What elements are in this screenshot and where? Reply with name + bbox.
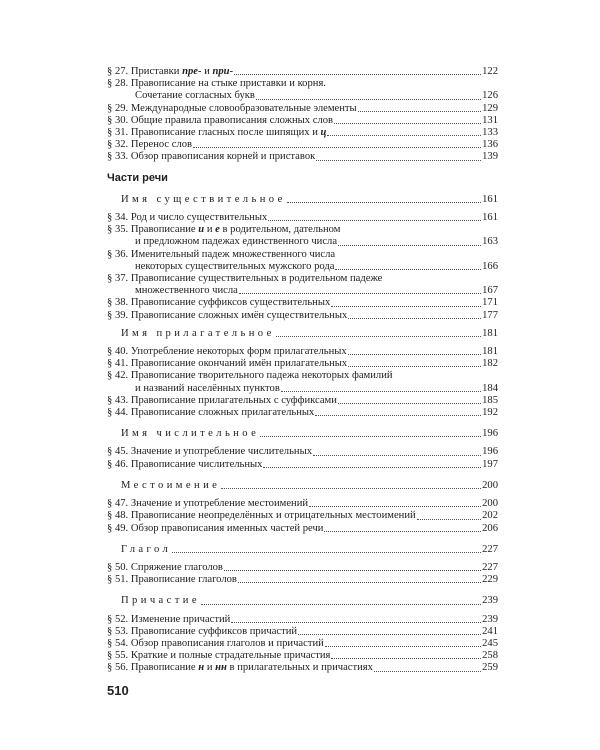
toc-entry-35-cont[interactable] (107, 236, 498, 248)
section-title: Части речи (107, 171, 168, 184)
toc-entry-28-cont[interactable] (107, 90, 498, 102)
entry-page: 181 (482, 346, 498, 358)
entry-page: 167 (482, 285, 498, 297)
toc-entry-41[interactable] (107, 358, 498, 370)
entry-number: § 45. (107, 446, 129, 458)
leader-dots (325, 646, 481, 647)
entry-page: 196 (482, 446, 498, 458)
leader-dots (334, 123, 481, 124)
entry-number: § 47. (107, 498, 129, 510)
entry-page: 133 (482, 127, 498, 139)
entry-title: Изменение причастий (130, 613, 231, 625)
toc-entry-27[interactable] (107, 66, 498, 78)
leader-dots (268, 220, 481, 221)
toc-entry-32[interactable] (107, 139, 498, 151)
toc-entry-38[interactable] (107, 297, 498, 309)
toc-entry-37[interactable] (107, 273, 498, 285)
entry-number: § 39. (107, 309, 129, 321)
toc-entry-48[interactable] (107, 510, 498, 522)
toc-entry-42-cont[interactable] (107, 383, 498, 395)
subsection-title: Причастие (121, 595, 200, 607)
toc-entry-31[interactable] (107, 127, 498, 139)
entry-number: § 53. (107, 625, 129, 637)
toc-entry-28[interactable] (107, 78, 498, 90)
entry-title: Приставки пре- и при- (130, 66, 234, 77)
leader-dots (324, 531, 481, 532)
leader-dots (327, 135, 481, 136)
entry-page: 259 (482, 662, 498, 674)
toc-entry-53[interactable] (107, 626, 498, 638)
subsection-noun[interactable] (107, 194, 498, 206)
entry-number: § 48. (107, 510, 129, 522)
leader-dots (348, 354, 481, 355)
entry-title: Род и число существительных (130, 212, 268, 224)
toc-entry-35[interactable] (107, 224, 498, 236)
entry-page: 200 (482, 479, 498, 491)
leader-dots (298, 634, 481, 635)
entry-title: Именительный падеж множественного числа (130, 248, 336, 260)
entry-title: Правописание прилагательных с суффиксами (130, 394, 337, 406)
subsection-verb[interactable] (107, 544, 498, 556)
subsection-adjective[interactable] (107, 328, 498, 340)
leader-dots (338, 245, 481, 246)
leader-dots (348, 366, 481, 367)
subsection-title: Глагол (121, 543, 172, 555)
entry-title-cont: некоторых существительных мужского рода (135, 260, 335, 272)
entry-title-cont: и названий населённых пунктов (135, 382, 280, 394)
entry-number: § 51. (107, 574, 129, 586)
toc-entry-54[interactable] (107, 638, 498, 650)
toc-entry-36-cont[interactable] (107, 261, 498, 273)
leader-dots (331, 658, 481, 659)
entry-number: § 28. (107, 78, 129, 90)
leader-dots (193, 147, 481, 148)
entry-page: 161 (482, 193, 498, 205)
entry-title: Обзор правописания корней и приставок (130, 151, 316, 163)
toc-entry-44[interactable] (107, 407, 498, 419)
entry-number: § 52. (107, 613, 129, 625)
entry-page: 166 (482, 260, 498, 272)
toc-entry-34[interactable] (107, 212, 498, 224)
entry-title: Обзор правописания именных частей речи (130, 522, 324, 534)
entry-title: Правописание и и е в родительном, дательном (130, 224, 341, 236)
entry-number: § 37. (107, 273, 129, 285)
entry-page: 122 (482, 66, 498, 77)
toc-entry-55[interactable] (107, 650, 498, 662)
entry-title: Правописание суффиксов существительных (130, 297, 331, 309)
entry-page: 171 (482, 297, 498, 309)
entry-title: Употребление некоторых форм прилагательных (130, 346, 347, 358)
entry-page: 136 (482, 139, 498, 151)
entry-number: § 41. (107, 358, 129, 370)
leader-dots (348, 318, 481, 319)
entry-number: § 31. (107, 127, 129, 139)
entry-number: § 29. (107, 102, 129, 114)
entry-number: § 56. (107, 662, 129, 674)
leader-dots (276, 336, 481, 337)
entry-number: § 46. (107, 458, 129, 470)
entry-number: § 30. (107, 114, 129, 126)
entry-page: 239 (482, 595, 498, 607)
subsection-numeral[interactable] (107, 428, 498, 440)
entry-title-cont: множественного числа (135, 285, 238, 297)
entry-page: 129 (482, 102, 498, 114)
leader-dots (313, 455, 481, 456)
entry-title: Правописание сложных прилагательных (130, 407, 315, 419)
entry-title: Правописание числительных (130, 458, 263, 470)
toc-entry-52[interactable] (107, 614, 498, 626)
entry-page: 131 (482, 114, 498, 126)
leader-dots (281, 391, 481, 392)
entry-number: § 32. (107, 139, 129, 151)
entry-number: § 49. (107, 522, 129, 534)
entry-page: 181 (482, 327, 498, 339)
toc-entry-37-cont[interactable] (107, 285, 498, 297)
leader-dots (335, 269, 481, 270)
entry-page: 197 (482, 458, 498, 470)
entry-title: Правописание существительных в родительном падеже (130, 273, 383, 285)
entry-page: 245 (482, 637, 498, 649)
toc-entry-51[interactable] (107, 574, 498, 586)
entry-title: Правописание сложных имён существительных (130, 309, 348, 321)
entry-title: Правописание на стыке приставки и корня. (130, 78, 326, 90)
page-number: 510 (107, 683, 129, 698)
entry-page: 161 (482, 212, 498, 224)
subsection-participle[interactable] (107, 595, 498, 607)
entry-page: 229 (482, 574, 498, 586)
entry-title: Правописание гласных после шипящих и ц (130, 127, 327, 139)
leader-dots (224, 570, 481, 571)
entry-title: Перенос слов (130, 139, 193, 151)
entry-page: 182 (482, 358, 498, 370)
entry-title: Правописание н и нн в прилагательных и причастиях (130, 662, 373, 674)
entry-page: 126 (482, 90, 498, 102)
entry-title: Правописание окончаний имён прилагательных (130, 358, 348, 370)
entry-title-cont: Сочетание согласных букв (135, 90, 255, 102)
entry-number: § 27. (107, 66, 129, 77)
entry-page: 227 (482, 543, 498, 555)
entry-page: 163 (482, 236, 498, 248)
entry-page: 202 (482, 510, 498, 522)
entry-title: Значение и употребление числительных (130, 446, 313, 458)
toc-entry-56[interactable] (107, 662, 498, 674)
toc-entry-42[interactable] (107, 370, 498, 382)
entry-page: 196 (482, 428, 498, 440)
leader-dots (260, 436, 481, 437)
toc-entry-30[interactable] (107, 115, 498, 127)
entry-page: 258 (482, 650, 498, 662)
entry-title: Правописание глаголов (130, 574, 237, 586)
entry-title: Международные словообразовательные элементы (130, 102, 357, 114)
entry-title: Общие правила правописания сложных слов (130, 114, 334, 126)
entry-number: § 54. (107, 637, 129, 649)
entry-title-cont: и предложном падежах единственного числа (135, 236, 338, 248)
entry-page: 177 (482, 309, 498, 321)
leader-dots (316, 160, 481, 161)
entry-number: § 35. (107, 224, 129, 236)
leader-dots (256, 99, 481, 100)
leader-dots (221, 488, 481, 489)
toc-entry-36[interactable] (107, 249, 498, 261)
entry-number: § 55. (107, 650, 129, 662)
leader-dots (287, 202, 481, 203)
toc-entry-33[interactable] (107, 151, 498, 163)
subsection-title: Местоимение (121, 479, 221, 491)
toc-entry-45[interactable] (107, 446, 498, 458)
leader-dots (239, 293, 481, 294)
subsection-title: Имя числительное (121, 428, 260, 440)
entry-number: § 34. (107, 212, 129, 224)
entry-page: 192 (482, 407, 498, 419)
entry-number: § 38. (107, 297, 129, 309)
leader-dots (338, 403, 481, 404)
entry-number: § 40. (107, 346, 129, 358)
entry-number: § 50. (107, 561, 129, 573)
leader-dots (172, 552, 481, 553)
entry-page: 200 (482, 498, 498, 510)
leader-dots (417, 519, 481, 520)
subsection-title: Имя существительное (121, 193, 286, 205)
entry-title: Правописание суффиксов причастий (130, 625, 298, 637)
entry-number: § 36. (107, 248, 129, 260)
entry-page: 206 (482, 522, 498, 534)
entry-number: § 33. (107, 151, 129, 163)
leader-dots (238, 582, 481, 583)
entry-number: § 44. (107, 407, 129, 419)
toc-entry-43[interactable] (107, 395, 498, 407)
leader-dots (234, 74, 481, 75)
subsection-pronoun[interactable] (107, 480, 498, 492)
toc-entry-39[interactable] (107, 310, 498, 322)
entry-page: 185 (482, 394, 498, 406)
entry-title: Спряжение глаголов (130, 561, 223, 573)
entry-page: 227 (482, 561, 498, 573)
toc-entry-49[interactable] (107, 523, 498, 535)
toc-entry-50[interactable] (107, 562, 498, 574)
entry-number: § 43. (107, 394, 129, 406)
leader-dots (309, 506, 481, 507)
leader-dots (315, 415, 481, 416)
entry-page: 239 (482, 613, 498, 625)
leader-dots (201, 604, 481, 605)
toc-entry-40[interactable] (107, 346, 498, 358)
leader-dots (358, 111, 481, 112)
leader-dots (263, 467, 481, 468)
entry-title: Правописание неопределённых и отрицательных местоимений (130, 510, 416, 522)
toc-entry-46[interactable] (107, 459, 498, 471)
entry-page: 184 (482, 382, 498, 394)
leader-dots (374, 671, 481, 672)
leader-dots (331, 306, 481, 307)
entry-title: Значение и употребление местоимений (130, 498, 309, 510)
entry-title: Правописание творительного падежа некоторых фамилий (130, 370, 393, 382)
leader-dots (231, 622, 481, 623)
entry-page: 139 (482, 151, 498, 163)
subsection-title: Имя прилагательное (121, 327, 275, 339)
toc-entry-29[interactable] (107, 103, 498, 115)
table-of-contents (107, 66, 498, 675)
toc-entry-47[interactable] (107, 498, 498, 510)
entry-title: Краткие и полные страдательные причастия (130, 650, 331, 662)
entry-page: 241 (482, 625, 498, 637)
entry-title: Обзор правописания глаголов и причастий (130, 637, 324, 649)
entry-number: § 42. (107, 370, 129, 382)
